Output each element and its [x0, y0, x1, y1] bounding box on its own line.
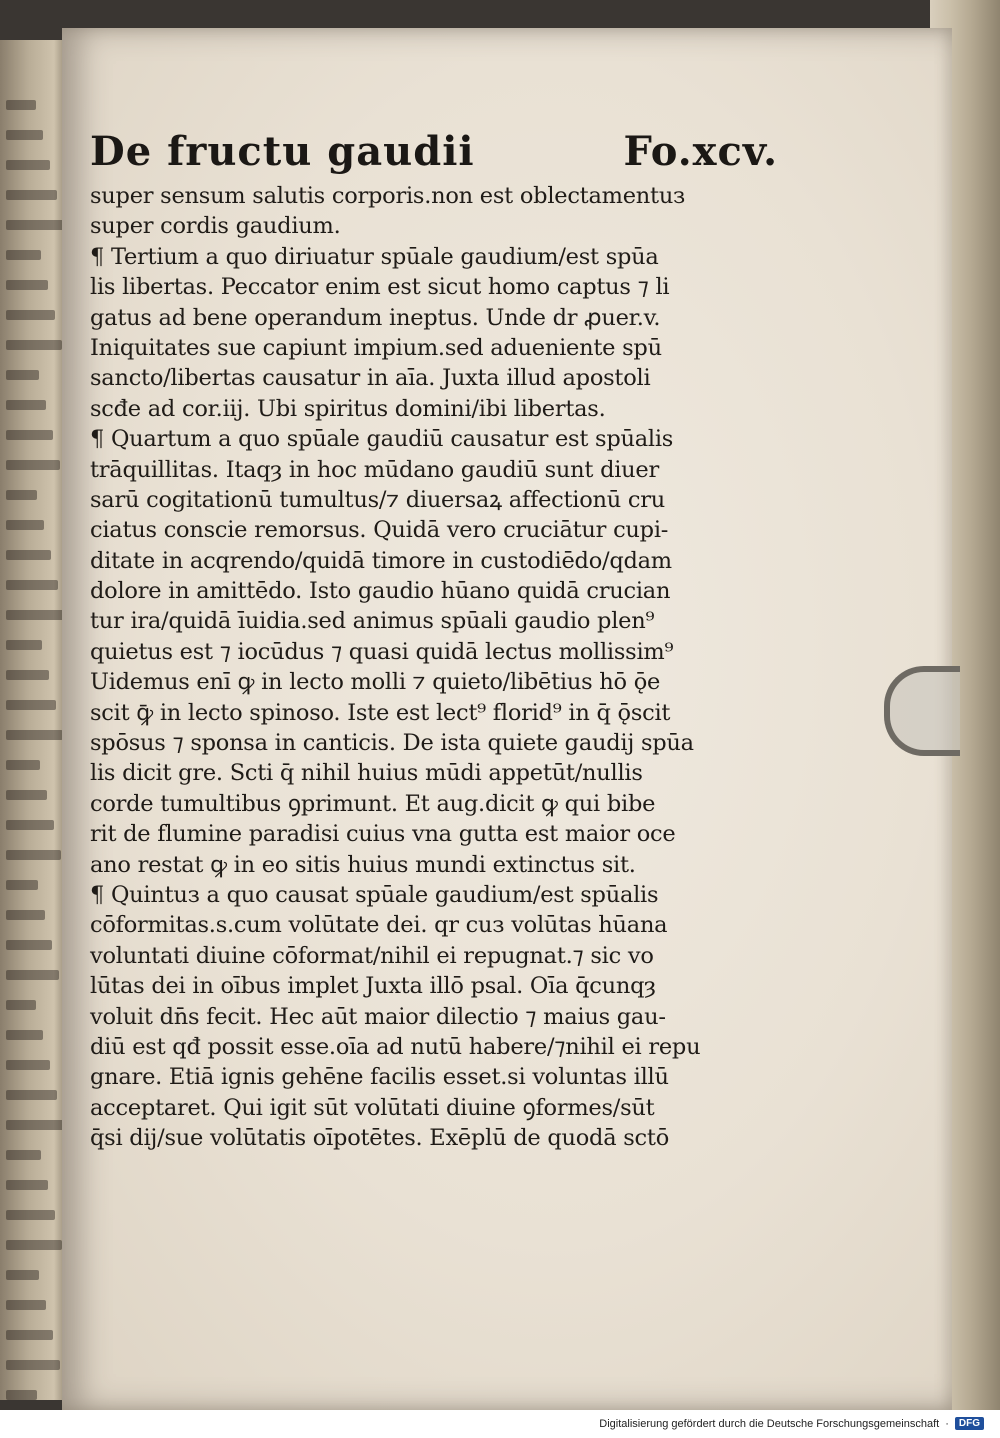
text-line: gatus ad bene operandum ineptus. Unde dr ꝓuer.v. — [90, 304, 661, 331]
text-block — [90, 128, 780, 1154]
text-line: lūtas dei in oībus implet Juxta illō psal. Oīa q̄cunqȝ — [90, 973, 656, 1000]
text-line: spōsus ⁊ sponsa in canticis. De ista quiete gaudij spūa — [90, 730, 694, 757]
text-line: Iniquitates sue capiunt impium.sed adueniente spū — [90, 334, 662, 361]
facing-page-text-fragment — [6, 1120, 64, 1130]
facing-page-text-fragment — [6, 910, 45, 920]
facing-page-text-fragment — [6, 250, 41, 260]
folio-number: Fo.xcv. — [623, 128, 778, 175]
facing-page-text-fragment — [6, 850, 61, 860]
facing-page-text-fragment — [6, 640, 42, 650]
text-line: lis dicit gre. Scti q̄ nihil huius mūdi appetūt/nullis — [90, 760, 643, 787]
text-line: gnare. Etiā ignis gehēne facilis esset.si voluntas illū — [90, 1064, 669, 1091]
facing-page-text-fragment — [6, 1210, 55, 1220]
facing-page-text-fragment — [6, 700, 56, 710]
text-line: quietus est ⁊ iocūdus ⁊ quasi quidā lectus mollissim⁹ — [90, 638, 674, 665]
book-clasp — [884, 666, 960, 756]
facing-page-text-fragment — [6, 1240, 62, 1250]
facing-page-text-fragment — [6, 760, 40, 770]
facing-page-text-fragment — [6, 820, 54, 830]
facing-page-text-fragment — [6, 1300, 46, 1310]
text-line: tur ira/quidā īuidia.sed animus spūali gaudio plen⁹ — [90, 608, 655, 635]
facing-page-text-fragment — [6, 1390, 37, 1400]
text-line: dolore in amittēdo. Isto gaudio hūano quidā crucian — [90, 578, 671, 605]
text-line: super cordis gaudium. — [90, 213, 341, 240]
facing-page-text-fragment — [6, 1030, 43, 1040]
text-line: ano restat ꝙ in eo sitis huius mundi extinctus sit. — [90, 851, 636, 878]
text-line: voluntati diuine cōformat/nihil ei repugnat.⁊ sic vo — [90, 942, 654, 969]
facing-page-text-fragment — [6, 1330, 53, 1340]
running-head-title: De fructu gaudii — [90, 128, 475, 175]
facing-page-text-fragment — [6, 310, 55, 320]
facing-page-text-fragment — [6, 730, 63, 740]
text-line: ditate in acqrendo/quidā timore in custodiēdo/qdam — [90, 547, 672, 574]
text-line: lis libertas. Peccator enim est sicut homo captus ⁊ li — [90, 274, 670, 301]
text-line: scit ꝙ̄ in lecto spinoso. Iste est lect⁹ florid⁹ in q̄ ǭscit — [90, 699, 671, 726]
text-line: cōformitas.s.cum volūtate dei. qr cuз volūtas hūana — [90, 912, 668, 939]
text-line: q̄si dij/sue volūtatis oīpotētes. Exēplū de quodā sctō — [90, 1125, 669, 1152]
text-line: voluit dn̄s fecit. Hec aūt maior dilectio ⁊ maius gau- — [90, 1003, 666, 1030]
facing-page-text-fragment — [6, 160, 50, 170]
text-line: Uidemus enī ꝙ in lecto molli ⁊ quieto/libētius hō ǭe — [90, 669, 661, 696]
facing-page-text-fragment — [6, 610, 65, 620]
text-line: ciatus conscie remorsus. Quidā vero cruciātur cupi- — [90, 517, 669, 544]
facing-page-text-fragment — [6, 280, 48, 290]
text-line: rit de flumine paradisi cuius vna gutta est maior oce — [90, 821, 676, 848]
facing-page-text-fragment — [6, 790, 47, 800]
text-line: trāquillitas. Itaqȝ in hoc mūdano gaudiū sunt diuer — [90, 456, 659, 483]
facing-page-text-fragment — [6, 1090, 57, 1100]
facing-page-text-fragment — [6, 940, 52, 950]
facing-page-text-fragment — [6, 460, 60, 470]
facing-page-text-fragment — [6, 1360, 60, 1370]
facing-page-text-fragment — [6, 130, 43, 140]
text-line: corde tumultibus ꝯprimunt. Et aug.dicit ꝙ qui bibe — [90, 790, 656, 817]
facing-page-text-fragment — [6, 190, 57, 200]
facing-page-text-fragment — [6, 880, 38, 890]
body-text — [90, 181, 780, 1154]
text-line: ¶ Tertium a quo diriuatur spūale gaudium/est spūa — [90, 243, 659, 270]
facing-page-text-fragment — [6, 220, 64, 230]
facing-page-text-fragment — [6, 1000, 36, 1010]
facing-page-text-fragment — [6, 100, 36, 110]
facing-page-text-fragment — [6, 400, 46, 410]
facing-page-text-fragment — [6, 1270, 39, 1280]
facing-page-text-fragment — [6, 370, 39, 380]
facing-page-text-fragment — [6, 490, 37, 500]
facing-page-text-fragment — [6, 670, 49, 680]
digitization-credit: Digitalisierung gefördert durch die Deutsche Forschungsgemeinschaft — [599, 1417, 940, 1430]
facing-page-text-fragment — [6, 550, 51, 560]
text-line: scđe ad cor.iij. Ubi spiritus domini/ibi libertas. — [90, 395, 606, 422]
facing-page-text-fragment — [6, 520, 44, 530]
facing-page-text-fragment — [6, 1150, 41, 1160]
facing-page-text-fragment — [6, 970, 59, 980]
dfg-logo: DFG — [955, 1417, 984, 1430]
text-line: diū est qđ possit esse.oīa ad nutū habere/⁊nihil ei repu — [90, 1033, 701, 1060]
text-line: sancto/libertas causatur in aīa. Juxta illud apostoli — [90, 365, 651, 392]
text-line: acceptaret. Qui igit sūt volūtati diuine ꝯformes/sūt — [90, 1094, 655, 1121]
facing-page-text-fragment — [6, 340, 62, 350]
facing-page-text-fragment — [6, 1180, 48, 1190]
footer: Digitalisierung gefördert durch die Deutsche Forschungsgemeinschaft · DFG — [599, 1417, 984, 1430]
text-line: super sensum salutis corporis.non est oblectamentuз — [90, 183, 686, 209]
text-line: ¶ Quartum a quo spūale gaudiū causatur est spūalis — [90, 426, 674, 453]
facing-page-text-fragment — [6, 1060, 50, 1070]
text-line: sarū cogitationū tumultus/⁊ diuersaꝝ affectionū cru — [90, 486, 665, 513]
facing-page-text-fragment — [6, 580, 58, 590]
facing-page-text-fragment — [6, 430, 53, 440]
running-head — [90, 128, 780, 175]
text-line: ¶ Quintuз a quo causat spūale gaudium/est spūalis — [90, 881, 659, 908]
